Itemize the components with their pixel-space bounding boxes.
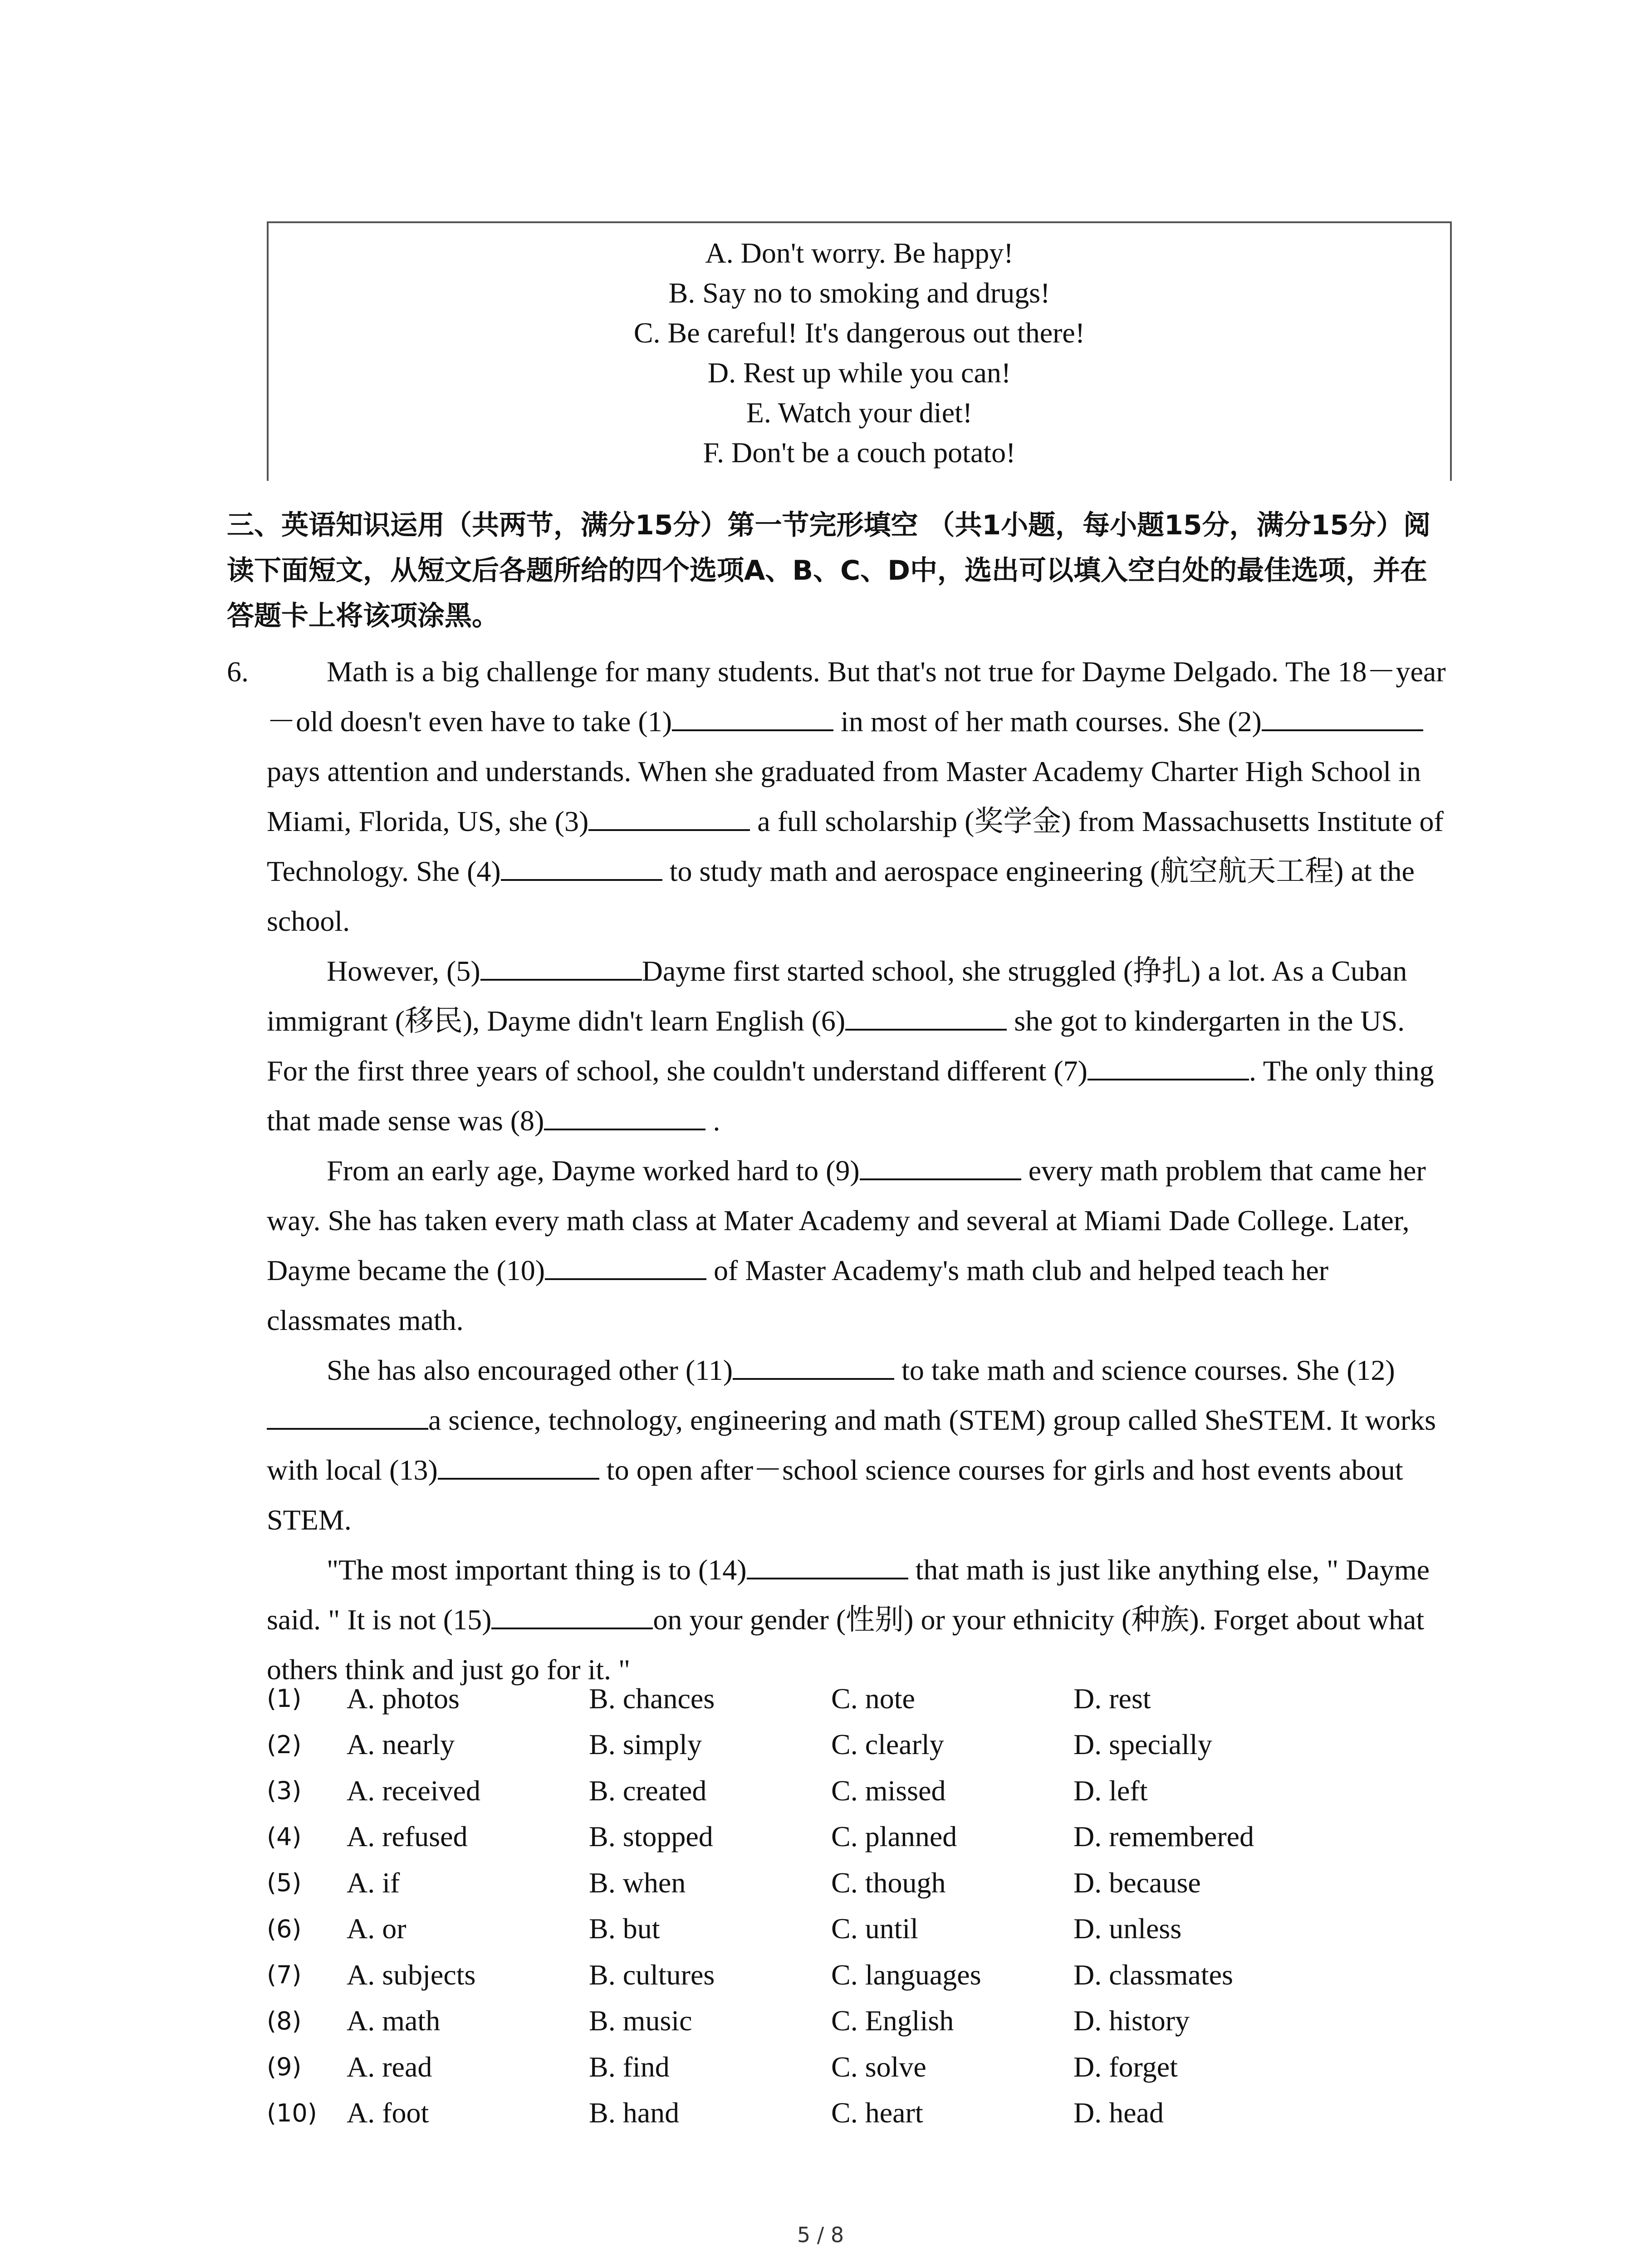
choice-option-a: A. or	[347, 1912, 407, 1945]
choices-table	[267, 1676, 1452, 2136]
choice-option-a: A. received	[347, 1774, 480, 1807]
passage-text: every math problem that came her way. She has taken every math class at Mater Academy and several at Miami Dade College. Later, Dayme became the (10)	[267, 1154, 1426, 1286]
choice-option-a: A. photos	[347, 1682, 460, 1715]
passage-text: However, (5)	[327, 955, 480, 987]
choice-row	[267, 2090, 1452, 2136]
choice-option-d: D. left	[1073, 1774, 1148, 1807]
passage-text: to study math and aerospace engineering (航空航天工程) at the school.	[267, 855, 1415, 937]
question-number: 6.	[227, 655, 249, 688]
choice-option-a: A. math	[347, 2004, 441, 2037]
answer-blank	[588, 803, 750, 831]
answer-blank	[1087, 1052, 1249, 1080]
answer-blank	[267, 1402, 428, 1430]
choice-option-b: B. find	[589, 2050, 670, 2083]
choice-option-d: D. head	[1073, 2097, 1164, 2129]
choice-option-a: A. nearly	[347, 1728, 455, 1761]
choice-row	[267, 1998, 1452, 2044]
passage-text: .	[705, 1105, 720, 1137]
answer-blank	[747, 1551, 908, 1579]
passage-text: "The most important thing is to (14)	[327, 1554, 747, 1586]
option-line-b: B. Say no to smoking and drugs!	[668, 277, 1050, 309]
passage-paragraph	[267, 1345, 1452, 1545]
passage-paragraph	[267, 1146, 1452, 1345]
choice-option-c: C. clearly	[831, 1728, 944, 1761]
choice-option-b: B. hand	[589, 2097, 680, 2129]
choice-option-d: D. history	[1073, 2004, 1190, 2037]
choice-option-b: B. stopped	[589, 1820, 713, 1853]
option-line-f: F. Don't be a couch potato!	[703, 436, 1016, 469]
choice-number: (1)	[267, 1684, 302, 1713]
choice-option-c: C. missed	[831, 1774, 946, 1807]
choice-number: (5)	[267, 1868, 302, 1897]
answer-blank	[860, 1152, 1021, 1180]
answer-blank	[1262, 703, 1423, 731]
choice-number: (9)	[267, 2053, 302, 2082]
passage-text: a science, technology, engineering and math (STEM) group called SheSTEM. It works with local (13)	[267, 1404, 1436, 1486]
choice-option-b: B. cultures	[589, 1958, 715, 1991]
choice-option-b: B. but	[589, 1912, 660, 1945]
passage-text: a full scholarship (奖学金) from Massachusetts Institute of Technology. She (4)	[267, 805, 1444, 887]
choice-option-d: D. specially	[1073, 1728, 1212, 1761]
choice-option-b: B. when	[589, 1866, 686, 1899]
cloze-passage	[267, 647, 1452, 1695]
choice-option-d: D. because	[1073, 1866, 1201, 1899]
choice-number: (4)	[267, 1822, 302, 1851]
answer-blank	[545, 1252, 706, 1280]
choice-option-b: B. chances	[589, 1682, 715, 1715]
answer-blank	[845, 1002, 1007, 1031]
choice-option-d: D. unless	[1073, 1912, 1182, 1945]
answer-blank	[501, 853, 662, 881]
passage-text: She has also encouraged other (11)	[327, 1354, 733, 1386]
choice-option-a: A. subjects	[347, 1958, 476, 1991]
choice-option-a: A. foot	[347, 2097, 429, 2129]
passage-text: Dayme first started school, she struggled (挣扎) a lot. As a Cuban immigrant (移民), Dayme didn't learn English (6)	[267, 955, 1407, 1037]
passage-text: From an early age, Dayme worked hard to (9)	[327, 1154, 860, 1187]
choice-option-d: D. classmates	[1073, 1958, 1233, 1991]
answer-blank	[480, 953, 642, 981]
option-line-e: E. Watch your diet!	[746, 396, 973, 429]
choice-row	[267, 2044, 1452, 2090]
choice-option-a: A. if	[347, 1866, 400, 1899]
choice-row	[267, 1814, 1452, 1860]
choice-option-d: D. rest	[1073, 1682, 1151, 1715]
passage-text: she got to kindergarten in the US. For the first three years of school, she couldn't understand different (7)	[267, 1005, 1405, 1087]
choice-number: (3)	[267, 1776, 302, 1805]
choice-number: (6)	[267, 1914, 302, 1943]
choice-row	[267, 1676, 1452, 1722]
section-heading: 三、英语知识运用（共两节，满分15分）第一节完形填空 （共1小题，每小题15分，满分15分）阅读下面短文，从短文后各题所给的四个选项A、B、C、D中，选出可以填入空白处的最佳选项，并在答题卡上将该项涂黑。	[227, 509, 1431, 632]
choice-option-b: B. simply	[589, 1728, 702, 1761]
passage-text: . The only thing that made sense was (8)	[267, 1055, 1434, 1137]
choice-number: (2)	[267, 1730, 302, 1759]
passage-text: Math is a big challenge for many students. But that's not true for Dayme Delgado. The 18－year－old doesn't even have to take (1)	[267, 655, 1446, 738]
choice-option-b: B. music	[589, 2004, 692, 2037]
choice-number: (8)	[267, 2006, 302, 2035]
choice-option-c: C. solve	[831, 2050, 926, 2083]
choice-option-c: C. until	[831, 1912, 919, 1945]
passage-text: to open after－school science courses for girls and host events about STEM.	[267, 1454, 1403, 1536]
answer-blank	[544, 1102, 705, 1130]
option-line-d: D. Rest up while you can!	[707, 357, 1011, 389]
choice-option-b: B. created	[589, 1774, 707, 1807]
choice-option-c: C. though	[831, 1866, 946, 1899]
passage-text: in most of her math courses. She (2)	[833, 705, 1262, 738]
choice-row	[267, 1906, 1452, 1952]
passage-text: to take math and science courses. She (12)	[894, 1354, 1395, 1386]
choice-row	[267, 1860, 1452, 1906]
choice-option-c: C. planned	[831, 1820, 957, 1853]
passage-paragraph	[267, 647, 1452, 946]
answer-blank	[733, 1352, 894, 1380]
choice-option-c: C. note	[831, 1682, 915, 1715]
passage-text: of Master Academy's math club and helped teach her classmates math.	[267, 1254, 1329, 1336]
choice-row	[267, 1768, 1452, 1814]
passage-paragraph	[267, 1545, 1452, 1695]
passage-text: on your gender (性别) or your ethnicity (种族). Forget about what others think and just go for it. "	[267, 1603, 1425, 1686]
answer-options-box	[267, 221, 1452, 481]
choice-row	[267, 1722, 1452, 1768]
choice-row	[267, 1952, 1452, 1998]
answer-blank	[491, 1601, 653, 1629]
answer-blank	[438, 1452, 599, 1480]
choice-option-d: D. remembered	[1073, 1820, 1254, 1853]
choice-option-a: A. read	[347, 2050, 432, 2083]
page-number: 5 / 8	[797, 2223, 844, 2247]
choice-option-a: A. refused	[347, 1820, 468, 1853]
choice-option-c: C. languages	[831, 1958, 981, 1991]
passage-text: pays attention and understands. When she graduated from Master Academy Charter High School in Miami, Florida, US, she (3)	[267, 755, 1421, 837]
option-line-c: C. Be careful! It's dangerous out there!	[633, 317, 1085, 349]
choice-number: (7)	[267, 1960, 302, 1989]
passage-paragraph	[267, 946, 1452, 1146]
choice-option-d: D. forget	[1073, 2050, 1178, 2083]
option-line-a: A. Don't worry. Be happy!	[705, 237, 1014, 269]
passage-text: that math is just like anything else, " Dayme said. " It is not (15)	[267, 1554, 1430, 1636]
choice-option-c: C. heart	[831, 2097, 923, 2129]
choice-number: (10)	[267, 2098, 317, 2127]
answer-blank	[672, 703, 833, 731]
choice-option-c: C. English	[831, 2004, 954, 2037]
